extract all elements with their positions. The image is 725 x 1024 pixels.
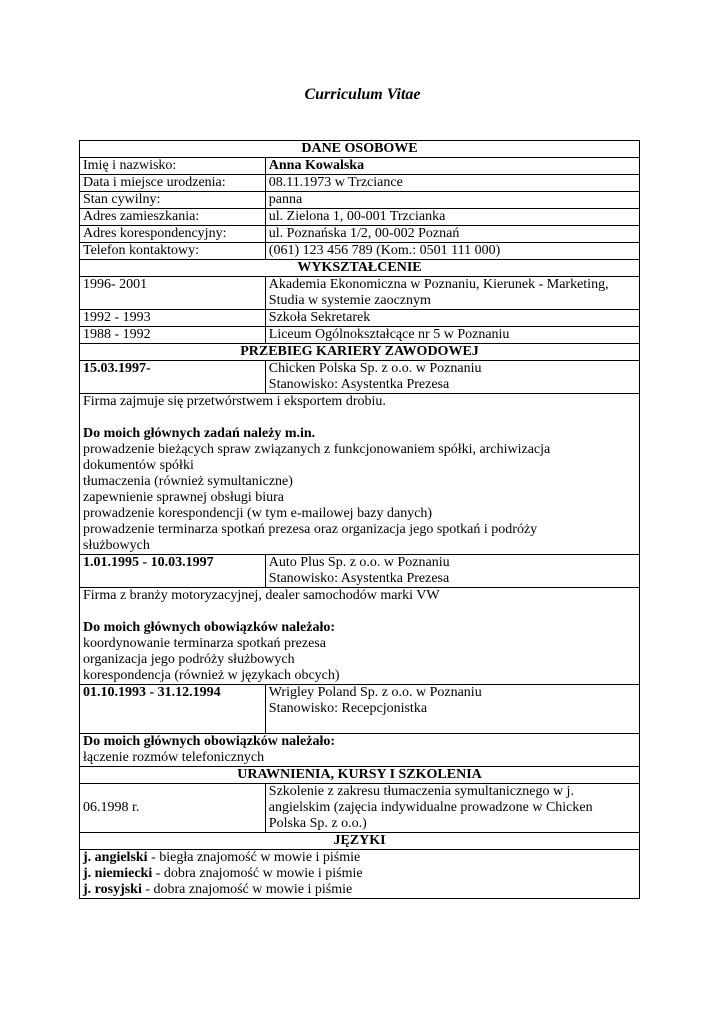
field-label: Adres zamieszkania: [80, 209, 266, 226]
field-label: Telefon kontaktowy: [80, 243, 266, 260]
job-position: Stanowisko: Recepcjonistka [268, 701, 428, 716]
table-row [80, 734, 640, 767]
job-company-name: Wrigley Poland Sp. z o.o. w Poznaniu [268, 685, 482, 700]
spacer [83, 410, 636, 426]
language-name: j. angielski [83, 850, 148, 865]
table-row [80, 555, 640, 588]
job-duty: prowadzenie bieżących spraw związanych z funkcjonowaniem spółki, archiwizacja [83, 442, 551, 457]
course-line: Polska Sp. z o.o.) [268, 816, 367, 831]
job-duty: prowadzenie korespondencji (w tym e-mailowej bazy danych) [83, 506, 433, 521]
field-label: Imię i nazwisko: [80, 158, 266, 175]
languages-list [80, 850, 640, 899]
job-company [265, 685, 639, 734]
job-description: Firma zajmuje się przetwórstwem i eksportem drobiu. [83, 394, 386, 409]
language-level: - dobra znajomość w mowie i piśmie [141, 882, 353, 897]
field-value: ul. Poznańska 1/2, 00-002 Poznań [265, 226, 639, 243]
education-school: Liceum Ogólnokształcące nr 5 w Poznaniu [265, 327, 639, 344]
job-company-name: Chicken Polska Sp. z o.o. w Poznaniu [268, 361, 482, 376]
job-dates: 15.03.1997- [80, 361, 266, 394]
field-value: ul. Zielona 1, 00-001 Trzcianka [265, 209, 639, 226]
table-row [80, 850, 640, 899]
job-duty: organizacja jego podróży służbowych [83, 652, 295, 667]
field-value: (061) 123 456 789 (Kom.: 0501 111 000) [265, 243, 639, 260]
job-details [80, 588, 640, 685]
education-school [265, 277, 639, 310]
field-value-name: Anna Kowalska [265, 158, 639, 175]
job-duties-header: Do moich głównych obowiązków należało: [83, 734, 335, 749]
course-line: Szkolenie z zakresu tłumaczenia symultanicznego w j. [268, 784, 574, 799]
education-years: 1996- 2001 [80, 277, 266, 310]
language-item [83, 850, 636, 866]
table-row [80, 784, 640, 833]
document-title: Curriculum Vitae [304, 86, 421, 103]
job-details [80, 394, 640, 555]
table-row [80, 158, 640, 175]
job-duty: dokumentów spółki [83, 458, 194, 473]
job-duty: koordynowanie terminarza spotkań prezesa [83, 636, 326, 651]
job-duties-header: Do moich głównych obowiązków należało: [83, 620, 335, 635]
cv-table [79, 140, 640, 899]
job-company-name: Auto Plus Sp. z o.o. w Poznaniu [268, 555, 450, 570]
field-value: panna [265, 192, 639, 209]
field-value: 08.11.1973 w Trzciance [265, 175, 639, 192]
table-row [80, 192, 640, 209]
language-item [83, 866, 636, 882]
job-description: Firma z branży motoryzacyjnej, dealer samochodów marki VW [83, 588, 440, 603]
education-years: 1988 - 1992 [80, 327, 266, 344]
job-duty: tłumaczenia (również symultaniczne) [83, 474, 293, 489]
job-dates: 1.01.1995 - 10.03.1997 [80, 555, 266, 588]
section-header-career: PRZEBIEG KARIERY ZAWODOWEJ [80, 344, 640, 361]
job-company [265, 555, 639, 588]
section-header-courses: URAWNIENIA, KURSY I SZKOLENIA [80, 767, 640, 784]
language-level: - dobra znajomość w mowie i piśmie [152, 866, 363, 881]
table-row [80, 588, 640, 685]
table-row [80, 327, 640, 344]
section-header-personal: DANE OSOBOWE [80, 141, 640, 158]
education-school-line: Studia w systemie zaocznym [268, 293, 431, 308]
job-duties-header: Do moich głównych zadań należy m.in. [83, 426, 316, 441]
job-company [265, 361, 639, 394]
education-years: 1992 - 1993 [80, 310, 266, 327]
section-header-row [80, 833, 640, 850]
education-school: Szkoła Sekretarek [265, 310, 639, 327]
section-header-row [80, 767, 640, 784]
section-header-row [80, 344, 640, 361]
section-header-education: WYKSZTAŁCENIE [80, 260, 640, 277]
job-duty: służbowych [83, 538, 150, 553]
job-duty: prowadzenie terminarza spotkań prezesa oraz organizacja jego spotkań i podróży [83, 522, 538, 537]
job-duty: zapewnienie sprawnej obsługi biura [83, 490, 284, 505]
spacer [269, 717, 636, 733]
field-label: Data i miejsce urodzenia: [80, 175, 266, 192]
table-row [80, 209, 640, 226]
job-details [80, 734, 640, 767]
language-name: j. niemiecki [83, 866, 153, 881]
course-date: 06.1998 r. [80, 784, 266, 833]
job-duty: łączenie rozmów telefonicznych [83, 750, 265, 765]
table-row [80, 310, 640, 327]
course-description [265, 784, 639, 833]
field-label: Adres korespondencyjny: [80, 226, 266, 243]
job-dates: 01.10.1993 - 31.12.1994 [80, 685, 266, 734]
job-position: Stanowisko: Asystentka Prezesa [268, 571, 450, 586]
language-item [83, 882, 636, 898]
education-school-line: Akademia Ekonomiczna w Poznaniu, Kierunek - Marketing, [268, 277, 609, 292]
field-label: Stan cywilny: [80, 192, 266, 209]
section-header-row [80, 260, 640, 277]
table-row [80, 361, 640, 394]
spacer [83, 604, 636, 620]
course-line: angielskim (zajęcia indywidualne prowadzone w Chicken [268, 800, 593, 815]
language-level: - biegła znajomość w mowie i piśmie [147, 850, 361, 865]
table-row [80, 277, 640, 310]
language-name: j. rosyjski [83, 882, 142, 897]
table-row [80, 175, 640, 192]
table-row [80, 685, 640, 734]
section-header-languages: JĘZYKI [80, 833, 640, 850]
section-header-row [80, 141, 640, 158]
job-position: Stanowisko: Asystentka Prezesa [268, 377, 450, 392]
table-row [80, 226, 640, 243]
table-row [80, 394, 640, 555]
table-row [80, 243, 640, 260]
job-duty: korespondencja (również w językach obcych) [83, 668, 340, 683]
